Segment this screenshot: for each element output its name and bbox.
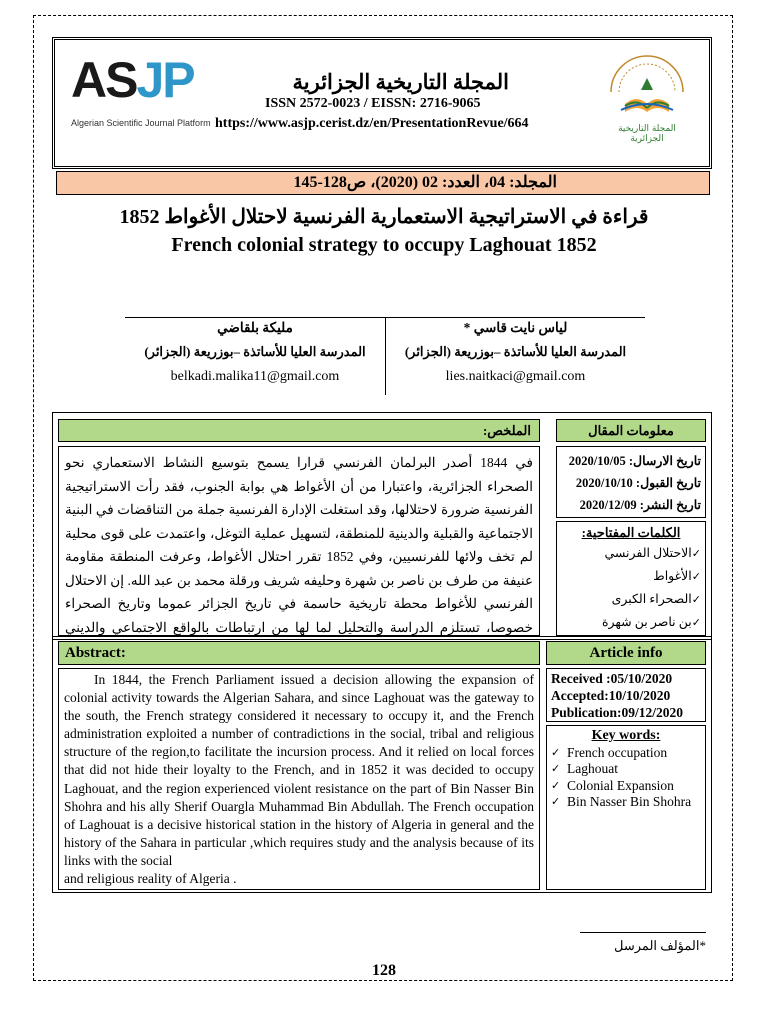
author-1 xyxy=(385,317,645,395)
asjp-logo-tagline: Algerian Scientific Journal Platform xyxy=(71,118,211,128)
arabic-keyword: ✓الاحتلال الفرنسي xyxy=(604,546,701,560)
checkmark-icon: ✓ xyxy=(551,745,561,759)
checkmark-icon: ✓ xyxy=(691,593,701,606)
author-2-name: مليكة بلقاضي xyxy=(217,320,293,335)
english-keyword: ✓ Colonial Expansion xyxy=(551,777,674,793)
english-date-row: Publication:09/12/2020 xyxy=(551,705,684,720)
laboratory-logo xyxy=(601,54,693,152)
corresponding-author-footnote: *المؤلف المرسل xyxy=(614,938,706,953)
arabic-date-row: تاريخ الارسال: 2020/10/05 xyxy=(568,454,701,468)
arabic-keywords xyxy=(556,521,706,636)
asjp-logo-blue-letters: JP xyxy=(136,52,194,108)
journal-title: المجلة التاريخية الجزائرية xyxy=(292,70,509,94)
volume-issue-bar: المجلد: 04، العدد: 02 (2020)، ص128-145 xyxy=(56,171,710,195)
checkmark-icon: ✓ xyxy=(691,570,701,583)
arabic-keyword: ✓بن ناصر بن شهرة xyxy=(601,615,701,629)
laboratory-logo-caption: المجلة التاريخية الجزائرية xyxy=(618,124,676,144)
page-number: 128 xyxy=(372,962,396,979)
english-article-dates xyxy=(546,668,706,722)
english-keyword: ✓ Laghouat xyxy=(551,761,618,776)
article-title-arabic: قراءة في الاستراتيجية الاستعمارية الفرنسية لاحتلال الأغواط 1852 xyxy=(119,206,649,228)
author-1-name: لياس نايت قاسي * xyxy=(463,320,568,335)
checkmark-icon: ✓ xyxy=(551,762,561,775)
english-abstract-last-line: and religious reality of Algeria . xyxy=(64,871,237,887)
author-1-email[interactable]: lies.naitkaci@gmail.com xyxy=(445,369,586,384)
issn-line: ISSN 2572-0023 / EISSN: 2716-9065 xyxy=(265,96,481,111)
asjp-logo-dark-letters: AS xyxy=(71,52,137,108)
arabic-keyword: ✓الأغواط xyxy=(653,569,701,583)
english-keyword: ✓ French occupation xyxy=(551,744,668,760)
english-abstract-text xyxy=(58,668,540,890)
authors-divider xyxy=(125,317,645,318)
english-keywords-heading: Key words: xyxy=(591,728,661,743)
checkmark-icon: ✓ xyxy=(691,547,701,560)
authors-block xyxy=(125,317,645,395)
english-keyword: ✓ Bin Nasser Bin Shohra xyxy=(551,794,692,809)
arabic-summary-section xyxy=(52,412,712,640)
arabic-article-dates xyxy=(556,446,706,518)
arabic-keyword: ✓الصحراء الكبرى xyxy=(611,592,701,606)
english-date-row: Accepted:10/10/2020 xyxy=(551,688,671,703)
arabic-date-row: تاريخ القبول: 2020/10/10 xyxy=(575,476,701,490)
asjp-logo xyxy=(71,50,211,150)
article-title-english: French colonial strategy to occupy Laghouat 1852 xyxy=(171,234,597,256)
journal-url[interactable]: https://www.asjp.cerist.dz/en/PresentationRevue/664 xyxy=(215,116,529,131)
checkmark-icon: ✓ xyxy=(551,778,561,792)
arabic-keywords-heading: الكلمات المفتاحية: xyxy=(581,525,681,540)
arabic-summary-text: في 1844 أصدر البرلمان الفرنسي قرارا يسمح بتوسيع النشاط الاستعماري نحو الصحراء الجزائرية، واعتبارا من أن الأغواط هي بوابة الجنوب، فقد رأت الاستراتيجية الفرنسية ضرورة لاحتلالها، وقد استغلت الإدارة الفرنسية جملة من التناقضات في البنية الاجتماعية والقبلية والدينية للمنطقة، لتسهيل عملية التوغل، واعتمدت على قوى محلية لم تخف ولائها للفرنسيين، وفي 1852 تقرر احتلال الأغواط، وعرفت المنطقة مقاومة عنيفة من طرف بن ناصر بن شهرة وحليفه شريف ورقلة محمد بن عبد الله. إن الاحتلال الفرنسي للأغواط محطة تاريخية حاسمة في تاريخ الجزائر عموما وتاريخ الصحراء خصوصا، تستلزم الدراسة والتحليل لما لها من ارتباطات بالواقع الاجتماعي والديني xyxy=(58,446,540,636)
author-2 xyxy=(125,317,385,395)
arabic-summary-heading: الملخص: xyxy=(58,419,540,442)
checkmark-icon: ✓ xyxy=(551,795,561,808)
english-abstract-heading: Abstract: xyxy=(58,641,540,665)
english-info-heading: Article info xyxy=(546,641,706,665)
arabic-info-heading: معلومات المقال xyxy=(556,419,706,442)
english-keywords xyxy=(546,725,706,890)
arabic-date-row: تاريخ النشر: 2020/12/09 xyxy=(579,498,701,512)
checkmark-icon: ✓ xyxy=(691,616,701,629)
author-2-affiliation: المدرسة العليا للأساتذة –بوزريعة (الجزائر) xyxy=(144,344,366,359)
english-abstract-section xyxy=(52,636,712,893)
journal-header xyxy=(52,37,712,169)
author-2-email[interactable]: belkadi.malika11@gmail.com xyxy=(170,369,340,384)
open-book-icon xyxy=(601,54,693,124)
english-date-row: Received :05/10/2020 xyxy=(551,671,673,686)
author-1-affiliation: المدرسة العليا للأساتذة –بوزريعة (الجزائر) xyxy=(404,344,627,359)
english-abstract-paragraph: In 1844, the French Parliament issued a decision allowing the expansion of colonial activity towards the Algerian Sahara, and since Laghouat was the gateway to the south, the French strategy considered it necessary to occupy it, and the French administration exploited a number of contradictions in the social, tribal and religious structure of the region,to facilitate the incursion process. And it relied on local forces that did not hide their loyalty to the French, and in 1852 it was decided to occupy Laghouat, and the region experienced violent resistance on the part of Bin Nasser Bin Shohra and his ally Sherif Ouargla Muhammad Bin Abdullah. The French occupation of Laghouat is a decisive historical station in the history of Algeria in general and the history of the Sahara in particular ,which requires study and the analysis because of its links with the social xyxy=(64,672,534,868)
footnote-divider xyxy=(580,932,706,933)
